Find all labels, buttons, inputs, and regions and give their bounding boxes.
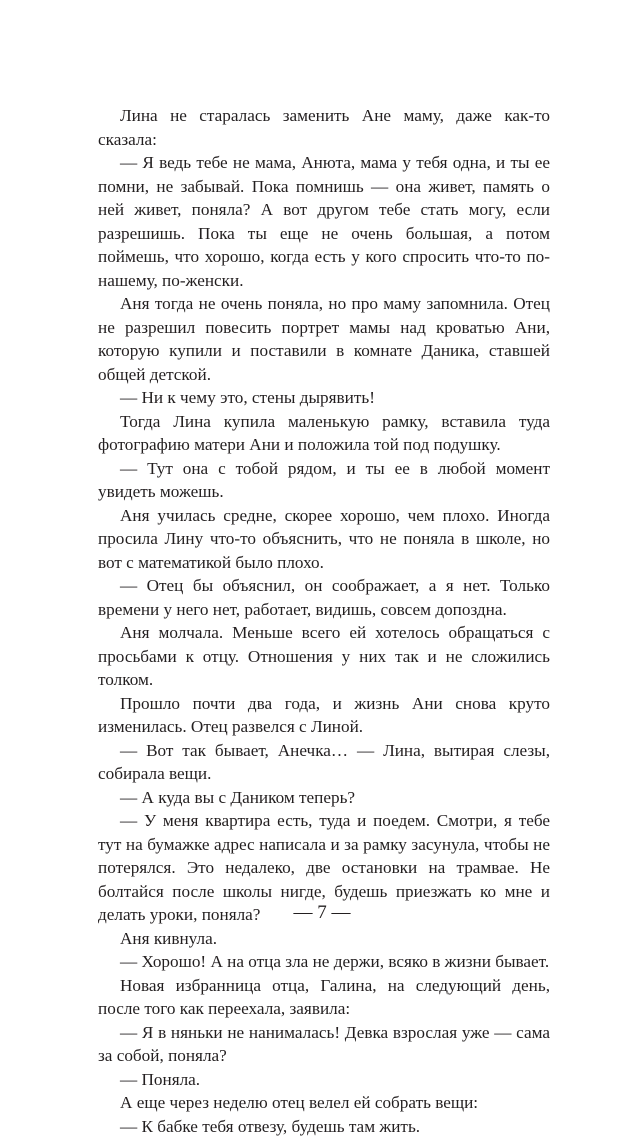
paragraph: Прошло почти два года, и жизнь Ани снова круто изменилась. Отец развелся с Линой. <box>98 692 550 739</box>
paragraph: Аня училась средне, скорее хорошо, чем плохо. Иногда просила Лину что-то объяснить, что не поняла в школе, но вот с математикой было плохо. <box>98 504 550 575</box>
paragraph: Тогда Лина купила маленькую рамку, вставила туда фотографию матери Ани и положила той под подушку. <box>98 410 550 457</box>
paragraph: — К бабке тебя отвезу, будешь там жить. <box>98 1115 550 1138</box>
page-number: — 7 — <box>0 902 644 924</box>
paragraph: — Хорошо! А на отца зла не держи, всяко в жизни бывает. <box>98 950 550 974</box>
paragraph: А еще через неделю отец велел ей собрать вещи: <box>98 1091 550 1115</box>
paragraph: Лина не старалась заменить Ане маму, даже как-то сказала: <box>98 104 550 151</box>
body-text <box>98 104 550 1138</box>
paragraph: Аня молчала. Меньше всего ей хотелось обращаться с просьбами к отцу. Отношения у них так и не сложились толком. <box>98 621 550 692</box>
paragraph: — Ни к чему это, стены дырявить! <box>98 386 550 410</box>
paragraph: Аня кивнула. <box>98 927 550 951</box>
paragraph: — Отец бы объяснил, он соображает, а я нет. Только времени у него нет, работает, видишь, совсем допоздна. <box>98 574 550 621</box>
paragraph: — Я ведь тебе не мама, Анюта, мама у тебя одна, и ты ее помни, не забывай. Пока помнишь — она живет, память о ней живет, поняла? А вот другом тебе стать могу, если разрешишь. Пока ты еще не очень большая, а потом поймешь, что хорошо, когда есть у кого спросить что-то по-нашему, по-женски. <box>98 151 550 292</box>
paragraph: Новая избранница отца, Галина, на следующий день, после того как переехала, заявила: <box>98 974 550 1021</box>
paragraph: — Поняла. <box>98 1068 550 1092</box>
paragraph: Аня тогда не очень поняла, но про маму запомнила. Отец не разрешил повесить портрет мамы над кроватью Ани, которую купили и поставили в комнате Даника, ставшей общей детской. <box>98 292 550 386</box>
paragraph: — Вот так бывает, Анечка… — Лина, вытирая слезы, собирала вещи. <box>98 739 550 786</box>
paragraph: — Тут она с тобой рядом, и ты ее в любой момент увидеть можешь. <box>98 457 550 504</box>
paragraph: — У меня квартира есть, туда и поедем. Смотри, я тебе тут на бумажке адрес написала и за рамку засунула, чтобы не потерялся. Это недалеко, две остановки на трамвае. Не болтайся после школы нигде, будешь приезжать ко мне и делать уроки, поняла? <box>98 809 550 927</box>
paragraph: — А куда вы с Даником теперь? <box>98 786 550 810</box>
paragraph: — Я в няньки не нанималась! Девка взрослая уже — сама за собой, поняла? <box>98 1021 550 1068</box>
